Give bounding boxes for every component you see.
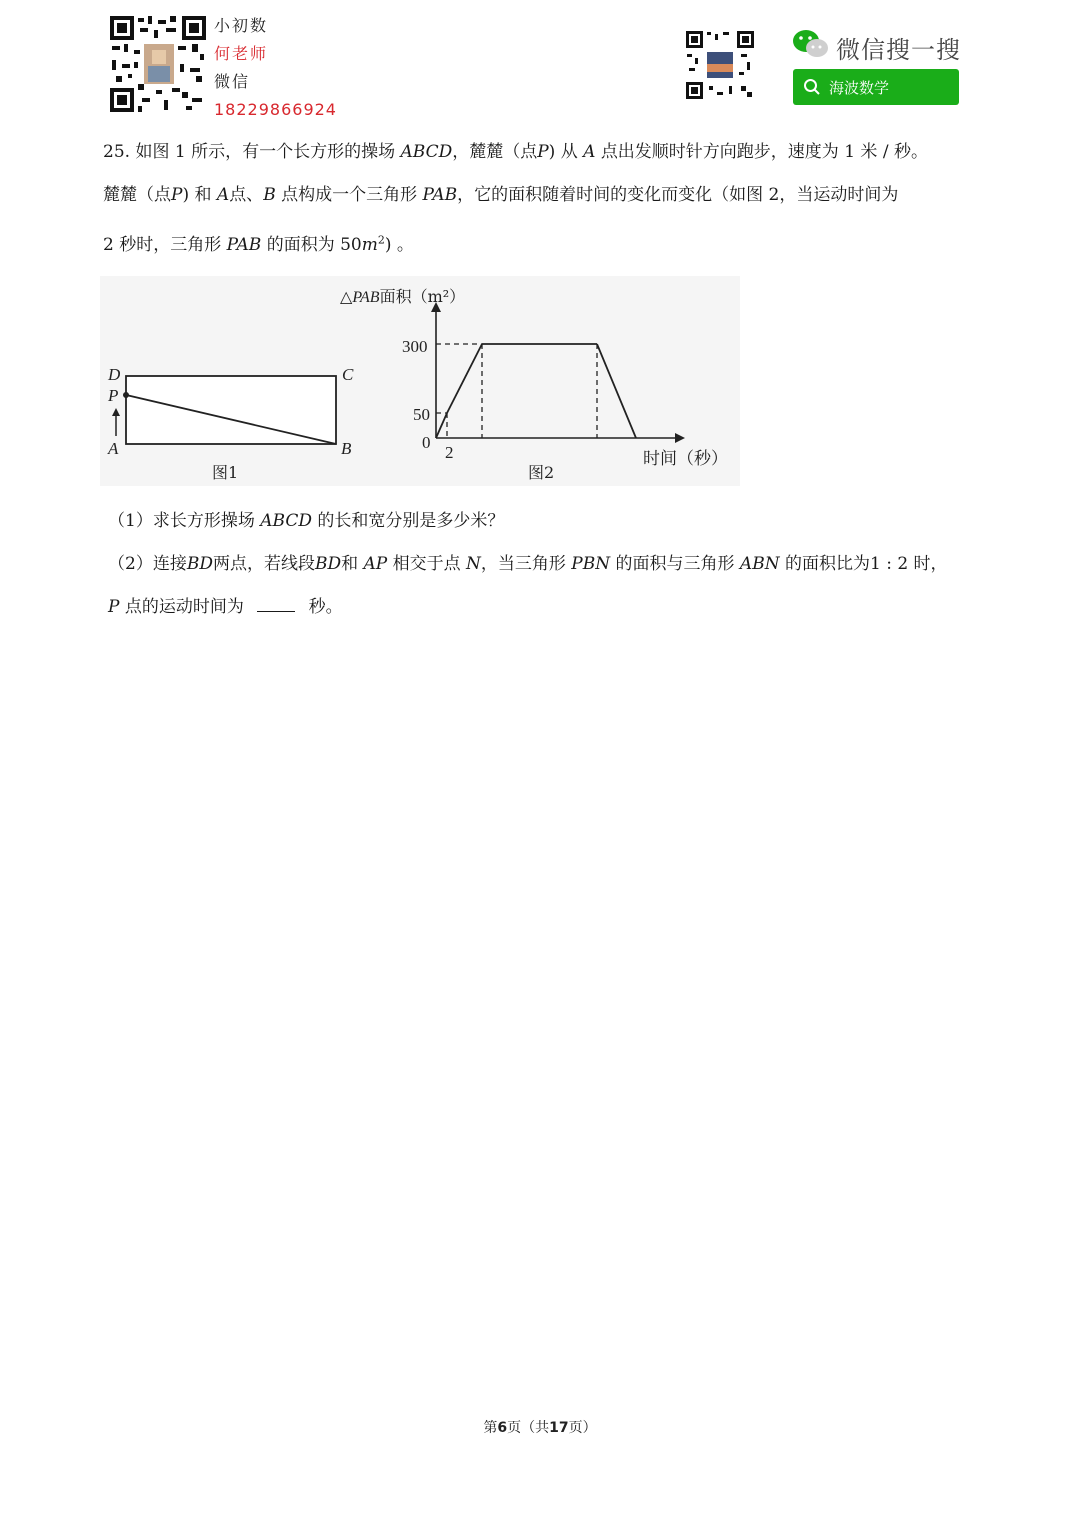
question-number: 25. (103, 142, 131, 162)
sub-question-1 (108, 506, 504, 531)
text: 点出发顺时针方向跑步，速度为 1 米 / 秒。 (600, 142, 928, 162)
current-page: 6 (497, 1420, 508, 1436)
wechat-search-button[interactable] (793, 69, 959, 105)
y-axis-label: △PAB面积（m²） (340, 287, 466, 306)
page-footer (0, 1417, 1080, 1437)
text: ，它的面积随着时间的变化而变化（如图 2，当运动时间为 (457, 185, 899, 205)
sub-question-2 (108, 549, 948, 574)
arrow-head-icon (112, 408, 120, 416)
question-line-3 (103, 230, 1003, 255)
figure-panel (100, 276, 740, 486)
text: ) 从 (548, 142, 578, 162)
fig1-label-d: D (108, 365, 121, 384)
text: （2）连接 (108, 554, 187, 574)
footer-text: 第 (483, 1420, 498, 1436)
fig2-caption: 图2 (528, 463, 555, 482)
math-bd: BD (314, 554, 342, 574)
series-segment (436, 413, 447, 438)
text: 相交于点 (392, 554, 461, 574)
text: 的长和宽分别是多少米？ (317, 511, 505, 531)
x-axis-label: 时间（秒） (643, 449, 728, 469)
wechat-search-label: 海波数学 (829, 79, 890, 97)
chart-plot (436, 344, 636, 438)
math-p: P (537, 142, 549, 162)
question-line-1 (103, 137, 1003, 162)
text: 秒。 (308, 597, 343, 617)
figure-2-axes (431, 302, 685, 443)
fig1-caption: 图1 (212, 463, 239, 482)
math-n: N (466, 554, 481, 574)
wechat-search-title: 微信搜一搜 (836, 36, 961, 64)
total-pages: 17 (549, 1420, 569, 1436)
math-abcd: ABCD (400, 142, 453, 162)
tick-label-0: 0 (422, 433, 431, 452)
text: 麓麓（点 (103, 185, 171, 205)
tick-label-2: 2 (445, 443, 454, 462)
math-bd: BD (186, 554, 213, 574)
text: ，当三角形 (480, 554, 566, 574)
qr-code-icon (685, 30, 755, 100)
wechat-logo-icon (792, 28, 830, 64)
fig1-label-b: B (341, 439, 352, 458)
qr-code-icon (108, 14, 208, 114)
contact-wechat-label: 微信 (214, 72, 251, 91)
math-ap: AP (363, 554, 388, 574)
math-a: A (216, 185, 230, 205)
tick-label-50: 50 (413, 405, 430, 424)
contact-line-1: 小初数 (214, 16, 269, 35)
math-p: P (108, 597, 120, 617)
text: 2 秒时，三角形 (103, 235, 222, 255)
math-b: B (263, 185, 276, 205)
text: （1）求长方形操场 (108, 511, 255, 531)
sub-question-2-continued (108, 592, 343, 617)
text: ) 。 (384, 235, 414, 255)
figure-1-rectangle (112, 376, 336, 444)
text: 点构成一个三角形 (281, 185, 418, 205)
footer-text: 页） (568, 1420, 597, 1436)
math-abn: ABN (739, 554, 780, 574)
contact-block (214, 12, 337, 124)
math-p: P (171, 185, 183, 205)
math-pab: PAB (226, 235, 262, 255)
superscript: 2 (377, 233, 385, 247)
series-segment (447, 344, 482, 413)
series-segment (597, 344, 636, 438)
fig1-label-p: P (108, 386, 119, 405)
answer-blank[interactable] (257, 595, 295, 612)
text: 的面积比为1 : 2 时， (784, 554, 948, 574)
text: 的面积为 50 (266, 235, 362, 255)
search-icon (803, 78, 821, 96)
contact-phone: 18229866924 (214, 100, 337, 119)
math-pbn: PBN (571, 554, 611, 574)
text: 两点，若线段 (212, 554, 315, 574)
math-abcd: ABCD (260, 511, 312, 531)
text: 如图 1 所示，有一个长方形的操场 (135, 142, 396, 162)
text: ) 和 (182, 185, 212, 205)
text: 的面积与三角形 (615, 554, 735, 574)
fig1-label-a: A (108, 439, 119, 458)
contact-teacher-name: 何老师 (214, 44, 269, 63)
fig1-label-c: C (342, 365, 354, 384)
tick-label-300: 300 (402, 337, 428, 356)
text: 和 (341, 554, 359, 574)
math-pab: PAB (422, 185, 458, 205)
footer-text: 页（共 (507, 1420, 550, 1436)
math-a: A (583, 142, 596, 162)
point-p (123, 392, 129, 398)
text: 点、 (229, 185, 264, 205)
math-m: m (361, 235, 378, 255)
question-line-2 (103, 180, 1003, 205)
text: ，麓麓（点 (452, 142, 538, 162)
text: 点的运动时间为 (124, 597, 244, 617)
